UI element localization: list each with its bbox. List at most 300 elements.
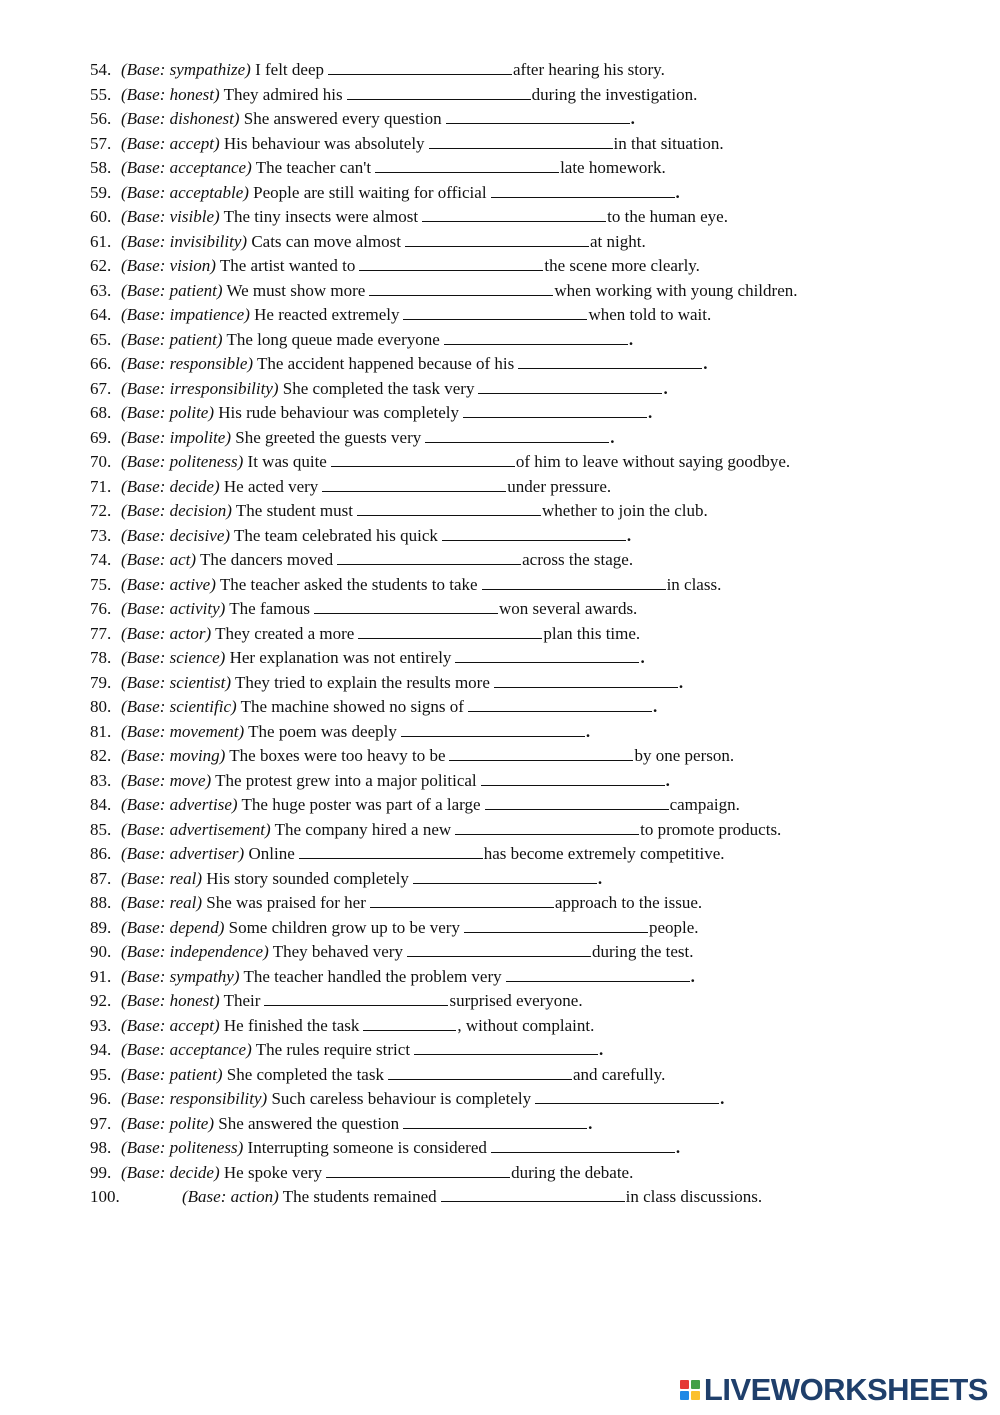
- sentence-before-blank: The teacher handled the problem very: [243, 966, 502, 986]
- sentence-after-blank: approach to the issue.: [554, 893, 703, 912]
- base-word-hint: (Base: sympathy): [121, 966, 240, 986]
- answer-blank[interactable]: [264, 990, 448, 1006]
- sentence-after-blank: across the stage.: [522, 550, 634, 569]
- question-row: [0, 328, 1000, 353]
- sentence-before-blank: He acted very: [223, 476, 319, 496]
- question-row: [0, 769, 1000, 794]
- sentence-before-blank: The artist wanted to: [219, 256, 356, 275]
- sentence-before-blank: The protest grew into a major political: [215, 770, 477, 790]
- question-text: [121, 156, 666, 181]
- question-text: [121, 401, 652, 426]
- question-row: [0, 499, 1000, 524]
- sentence-after-blank: .: [630, 109, 635, 128]
- sentence-after-blank: surprised everyone.: [449, 991, 583, 1010]
- question-row: [0, 377, 1000, 402]
- sentence-after-blank: .: [665, 770, 670, 790]
- question-text: [121, 671, 683, 696]
- question-text: [121, 1063, 665, 1088]
- question-number: 97.: [90, 1113, 112, 1133]
- question-text: [121, 1038, 603, 1063]
- question-number: 73.: [90, 525, 112, 545]
- sentence-before-blank: Some children grow up to be very: [228, 917, 460, 937]
- question-number: 64.: [90, 305, 112, 324]
- sentence-after-blank: .: [628, 329, 634, 349]
- question-text: [182, 1185, 762, 1210]
- sentence-before-blank: The poem was deeply: [248, 721, 397, 741]
- answer-blank[interactable]: [468, 696, 652, 712]
- question-row: [0, 107, 1000, 132]
- question-text: [121, 1014, 594, 1039]
- sentence-after-blank: .: [690, 966, 695, 986]
- base-word-hint: (Base: active): [121, 574, 216, 594]
- liveworksheets-logo-text: LIVEWORKSHEETS: [703, 1372, 988, 1407]
- sentence-before-blank: The famous: [229, 599, 310, 618]
- question-row: [0, 891, 1000, 916]
- sentence-before-blank: Cats can move almost: [251, 231, 401, 251]
- question-row: [0, 842, 1000, 867]
- sentence-after-blank: under pressure.: [507, 476, 612, 496]
- sentence-before-blank: She was praised for her: [206, 893, 366, 912]
- base-word-hint: (Base: independence): [121, 942, 269, 961]
- answer-blank[interactable]: [388, 1064, 572, 1080]
- base-word-hint: (Base: decide): [121, 476, 220, 496]
- answer-blank[interactable]: [506, 966, 690, 982]
- sentence-before-blank: The students remained: [282, 1187, 437, 1206]
- base-word-hint: (Base: advertise): [121, 795, 238, 814]
- question-number: 82.: [90, 746, 112, 765]
- answer-blank[interactable]: [518, 353, 702, 369]
- base-word-hint: (Base: depend): [121, 917, 225, 937]
- answer-blank[interactable]: [314, 598, 498, 614]
- sentence-after-blank: .: [720, 1089, 725, 1108]
- answer-blank[interactable]: [494, 672, 678, 688]
- sentence-after-blank: .: [648, 403, 653, 422]
- sentence-before-blank: The team celebrated his quick: [233, 525, 438, 545]
- answer-blank[interactable]: [414, 1039, 598, 1055]
- question-text: [121, 475, 611, 500]
- question-text: [121, 1161, 633, 1186]
- base-word-hint: (Base: impolite): [121, 427, 231, 447]
- base-word-hint: (Base: patient): [121, 280, 223, 300]
- question-row: [0, 989, 1000, 1014]
- question-text: [121, 695, 657, 720]
- question-text: [121, 303, 711, 328]
- question-row: [0, 1136, 1000, 1161]
- base-word-hint: (Base: responsible): [121, 354, 254, 373]
- base-word-hint: (Base: politeness): [121, 452, 244, 471]
- question-row: [0, 940, 1000, 965]
- base-word-hint: (Base: science): [121, 648, 226, 667]
- question-text: [121, 328, 633, 353]
- question-row: [0, 965, 1000, 990]
- sentence-after-blank: to promote products.: [640, 819, 782, 839]
- question-row: [0, 695, 1000, 720]
- base-word-hint: (Base: polite): [121, 403, 214, 422]
- answer-blank[interactable]: [322, 476, 506, 492]
- sentence-before-blank: We must show more: [226, 280, 366, 300]
- question-text: [121, 132, 724, 157]
- question-text: [121, 891, 702, 916]
- sentence-before-blank: She answered the question: [218, 1113, 400, 1133]
- question-number: 60.: [90, 207, 112, 226]
- sentence-after-blank: .: [703, 354, 708, 373]
- sentence-before-blank: He spoke very: [223, 1162, 323, 1182]
- sentence-before-blank: The boxes were too heavy to be: [229, 746, 446, 765]
- worksheet-question-list: [0, 58, 1000, 1210]
- base-word-hint: (Base: decide): [121, 1162, 220, 1182]
- question-row: [0, 254, 1000, 279]
- answer-blank[interactable]: [482, 574, 666, 590]
- sentence-after-blank: people.: [648, 917, 699, 937]
- answer-blank[interactable]: [403, 1113, 587, 1129]
- question-text: [121, 499, 708, 524]
- base-word-hint: (Base: impatience): [121, 305, 250, 324]
- answer-blank[interactable]: [449, 745, 633, 761]
- answer-blank[interactable]: [429, 133, 613, 149]
- sentence-before-blank: They tried to explain the results more: [234, 672, 490, 692]
- answer-blank[interactable]: [413, 868, 597, 884]
- question-text: [121, 1136, 680, 1161]
- sentence-after-blank: when told to wait.: [588, 305, 712, 324]
- answer-blank[interactable]: [337, 549, 521, 565]
- question-row: [0, 1161, 1000, 1186]
- question-row: [0, 1087, 1000, 1112]
- sentence-before-blank: The huge poster was part of a large: [241, 795, 481, 814]
- question-text: [121, 793, 740, 818]
- sentence-before-blank: The teacher can't: [255, 158, 372, 177]
- base-word-hint: (Base: scientific): [121, 697, 237, 716]
- question-number: 69.: [90, 427, 112, 447]
- sentence-before-blank: She answered every question: [243, 109, 442, 128]
- answer-blank[interactable]: [405, 231, 589, 247]
- question-number: 55.: [90, 84, 112, 104]
- base-word-hint: (Base: irresponsibility): [121, 378, 279, 398]
- base-word-hint: (Base: action): [182, 1187, 279, 1206]
- sentence-after-blank: during the test.: [591, 942, 694, 961]
- question-text: [121, 818, 781, 843]
- answer-blank[interactable]: [326, 1162, 510, 1178]
- question-text: [121, 524, 631, 549]
- question-number: 57.: [90, 133, 112, 153]
- question-number: 99.: [90, 1162, 112, 1182]
- question-number: 91.: [90, 966, 112, 986]
- base-word-hint: (Base: decisive): [121, 525, 231, 545]
- sentence-after-blank: .: [675, 182, 680, 202]
- question-row: [0, 916, 1000, 941]
- question-number: 90.: [90, 942, 112, 961]
- answer-blank[interactable]: [358, 623, 542, 639]
- question-row: [0, 1185, 1000, 1210]
- question-row: [0, 646, 1000, 671]
- answer-blank[interactable]: [455, 647, 639, 663]
- answer-blank[interactable]: [422, 206, 606, 222]
- liveworksheets-logo: [680, 1372, 988, 1408]
- question-row: [0, 205, 1000, 230]
- answer-blank[interactable]: [363, 1015, 456, 1031]
- answer-blank[interactable]: [446, 108, 630, 124]
- answer-blank[interactable]: [299, 843, 483, 859]
- sentence-after-blank: in class discussions.: [625, 1187, 763, 1206]
- question-number: 86.: [90, 844, 112, 863]
- question-text: [121, 940, 693, 965]
- question-row: [0, 450, 1000, 475]
- sentence-after-blank: .: [678, 672, 684, 692]
- base-word-hint: (Base: honest): [121, 84, 220, 104]
- question-number: 71.: [90, 476, 112, 496]
- sentence-after-blank: has become extremely competitive.: [483, 844, 725, 863]
- sentence-before-blank: Her explanation was not entirely: [229, 648, 452, 667]
- question-number: 58.: [90, 158, 112, 177]
- sentence-before-blank: The rules require strict: [255, 1040, 411, 1059]
- base-word-hint: (Base: patient): [121, 1064, 223, 1084]
- question-row: [0, 548, 1000, 573]
- question-text: [121, 622, 640, 647]
- sentence-before-blank: His story sounded completely: [206, 868, 409, 888]
- question-number: 54.: [90, 60, 112, 79]
- answer-blank[interactable]: [328, 59, 512, 75]
- sentence-after-blank: .: [610, 427, 615, 447]
- answer-blank[interactable]: [464, 917, 648, 933]
- question-number: 76.: [90, 599, 112, 618]
- question-number: 88.: [90, 893, 112, 912]
- sentence-after-blank: by one person.: [634, 746, 735, 765]
- answer-blank[interactable]: [444, 329, 628, 345]
- sentence-after-blank: after hearing his story.: [512, 60, 665, 79]
- answer-blank[interactable]: [401, 721, 585, 737]
- question-number: 74.: [90, 550, 112, 569]
- question-text: [121, 230, 646, 255]
- sentence-before-blank: The machine showed no signs of: [240, 697, 464, 716]
- answer-blank[interactable]: [331, 451, 515, 467]
- base-word-hint: (Base: real): [121, 868, 203, 888]
- question-row: [0, 181, 1000, 206]
- sentence-before-blank: They created a more: [215, 623, 355, 643]
- question-number: 61.: [90, 231, 112, 251]
- base-word-hint: (Base: advertisement): [121, 819, 271, 839]
- base-word-hint: (Base: invisibility): [121, 231, 248, 251]
- answer-blank[interactable]: [485, 794, 669, 810]
- sentence-before-blank: They behaved very: [272, 942, 403, 961]
- question-text: [121, 573, 721, 598]
- base-word-hint: (Base: vision): [121, 256, 216, 275]
- sentence-before-blank: Interrupting someone is considered: [247, 1138, 487, 1157]
- question-text: [121, 597, 637, 622]
- sentence-before-blank: The dancers moved: [200, 550, 334, 569]
- sentence-before-blank: His behaviour was absolutely: [223, 133, 425, 153]
- question-number: 87.: [90, 868, 112, 888]
- question-row: [0, 475, 1000, 500]
- question-row: [0, 279, 1000, 304]
- question-row: [0, 720, 1000, 745]
- sentence-after-blank: .: [675, 1138, 681, 1157]
- answer-blank[interactable]: [442, 525, 626, 541]
- question-number: 96.: [90, 1089, 112, 1108]
- base-word-hint: (Base: visible): [121, 207, 220, 226]
- answer-blank[interactable]: [347, 84, 531, 100]
- question-text: [121, 989, 583, 1014]
- answer-blank[interactable]: [535, 1088, 719, 1104]
- question-row: [0, 132, 1000, 157]
- question-text: [121, 352, 708, 377]
- base-word-hint: (Base: scientist): [121, 672, 231, 692]
- question-text: [121, 916, 699, 941]
- question-number: 77.: [90, 623, 112, 643]
- sentence-after-blank: when working with young children.: [554, 280, 798, 300]
- answer-blank[interactable]: [369, 280, 553, 296]
- sentence-after-blank: during the investigation.: [531, 84, 698, 104]
- answer-blank[interactable]: [359, 255, 543, 271]
- question-row: [0, 401, 1000, 426]
- answer-blank[interactable]: [357, 500, 541, 516]
- sentence-before-blank: The long queue made everyone: [226, 329, 440, 349]
- sentence-after-blank: of him to leave without saying goodbye.: [515, 452, 791, 471]
- answer-blank[interactable]: [407, 941, 591, 957]
- sentence-after-blank: .: [585, 721, 591, 741]
- question-number: 72.: [90, 501, 112, 520]
- answer-blank[interactable]: [370, 892, 554, 908]
- question-text: [121, 548, 633, 573]
- sentence-before-blank: She completed the task: [226, 1064, 384, 1084]
- question-number: 92.: [90, 991, 112, 1010]
- base-word-hint: (Base: act): [121, 550, 197, 569]
- base-word-hint: (Base: patient): [121, 329, 223, 349]
- question-text: [121, 279, 797, 304]
- sentence-after-blank: .: [597, 868, 603, 888]
- sentence-before-blank: The teacher asked the students to take: [219, 574, 478, 594]
- sentence-before-blank: The accident happened because of his: [257, 354, 515, 373]
- question-number: 67.: [90, 378, 112, 398]
- question-row: [0, 671, 1000, 696]
- sentence-before-blank: It was quite: [247, 452, 327, 471]
- sentence-after-blank: .: [652, 697, 658, 716]
- sentence-before-blank: Online: [248, 844, 295, 863]
- question-number: 65.: [90, 329, 112, 349]
- sentence-after-blank: .: [640, 648, 645, 667]
- base-word-hint: (Base: acceptable): [121, 182, 249, 202]
- question-number: 63.: [90, 280, 112, 300]
- sentence-after-blank: to the human eye.: [607, 207, 728, 226]
- liveworksheets-logo-icon: [680, 1380, 700, 1400]
- base-word-hint: (Base: move): [121, 770, 212, 790]
- question-text: [121, 205, 728, 230]
- sentence-before-blank: People are still waiting for official: [253, 182, 487, 202]
- question-row: [0, 352, 1000, 377]
- question-row: [0, 230, 1000, 255]
- sentence-before-blank: His rude behaviour was completely: [218, 403, 460, 422]
- base-word-hint: (Base: acceptance): [121, 158, 252, 177]
- question-text: [121, 646, 645, 671]
- question-number: 66.: [90, 354, 112, 373]
- question-number: 75.: [90, 574, 112, 594]
- sentence-after-blank: late homework.: [560, 158, 666, 177]
- answer-blank[interactable]: [441, 1186, 625, 1202]
- sentence-after-blank: .: [588, 1113, 593, 1133]
- sentence-after-blank: and carefully.: [572, 1064, 666, 1084]
- answer-blank[interactable]: [463, 402, 647, 418]
- base-word-hint: (Base: decision): [121, 501, 232, 520]
- question-number: 84.: [90, 795, 112, 814]
- question-row: [0, 1038, 1000, 1063]
- sentence-after-blank: at night.: [589, 231, 646, 251]
- question-row: [0, 1063, 1000, 1088]
- sentence-after-blank: plan this time.: [543, 623, 641, 643]
- question-number: 100.: [90, 1187, 120, 1206]
- question-text: [121, 720, 590, 745]
- question-number: 70.: [90, 452, 112, 471]
- sentence-after-blank: whether to join the club.: [542, 501, 708, 520]
- question-number: 62.: [90, 256, 112, 275]
- base-word-hint: (Base: activity): [121, 599, 226, 618]
- base-word-hint: (Base: movement): [121, 721, 245, 741]
- question-row: [0, 83, 1000, 108]
- answer-blank[interactable]: [375, 157, 559, 173]
- sentence-before-blank: I felt deep: [255, 60, 324, 79]
- question-number: 94.: [90, 1040, 112, 1059]
- sentence-before-blank: She greeted the guests very: [235, 427, 422, 447]
- sentence-before-blank: They admired his: [223, 84, 343, 104]
- base-word-hint: (Base: accept): [121, 133, 220, 153]
- sentence-before-blank: Their: [223, 991, 261, 1010]
- question-text: [121, 426, 615, 451]
- question-text: [121, 965, 695, 990]
- base-word-hint: (Base: accept): [121, 1015, 220, 1035]
- base-word-hint: (Base: moving): [121, 746, 226, 765]
- answer-blank[interactable]: [491, 182, 675, 198]
- question-text: [121, 58, 665, 83]
- question-number: 56.: [90, 109, 112, 128]
- sentence-after-blank: campaign.: [669, 795, 740, 814]
- question-number: 83.: [90, 770, 112, 790]
- question-row: [0, 524, 1000, 549]
- question-text: [121, 254, 700, 279]
- answer-blank[interactable]: [478, 378, 662, 394]
- answer-blank[interactable]: [403, 304, 587, 320]
- question-row: [0, 1014, 1000, 1039]
- base-word-hint: (Base: politeness): [121, 1138, 244, 1157]
- base-word-hint: (Base: advertiser): [121, 844, 245, 863]
- question-text: [121, 842, 725, 867]
- question-number: 79.: [90, 672, 112, 692]
- question-row: [0, 818, 1000, 843]
- sentence-before-blank: He finished the task: [223, 1015, 360, 1035]
- answer-blank[interactable]: [481, 770, 665, 786]
- base-word-hint: (Base: polite): [121, 1113, 214, 1133]
- sentence-before-blank: The tiny insects were almost: [223, 207, 419, 226]
- answer-blank[interactable]: [491, 1137, 675, 1153]
- answer-blank[interactable]: [425, 427, 609, 443]
- question-number: 68.: [90, 403, 112, 422]
- sentence-after-blank: won several awards.: [499, 599, 638, 618]
- sentence-after-blank: during the debate.: [511, 1162, 634, 1182]
- question-row: [0, 1112, 1000, 1137]
- sentence-before-blank: Such careless behaviour is completely: [271, 1089, 532, 1108]
- sentence-before-blank: The company hired a new: [274, 819, 452, 839]
- sentence-after-blank: in class.: [666, 574, 722, 594]
- answer-blank[interactable]: [455, 819, 639, 835]
- question-number: 59.: [90, 182, 112, 202]
- question-row: [0, 303, 1000, 328]
- question-number: 85.: [90, 819, 112, 839]
- question-number: 93.: [90, 1015, 112, 1035]
- sentence-before-blank: She completed the task very: [282, 378, 475, 398]
- question-text: [121, 769, 670, 794]
- question-row: [0, 622, 1000, 647]
- base-word-hint: (Base: sympathize): [121, 60, 251, 79]
- sentence-after-blank: in that situation.: [613, 133, 724, 153]
- question-row: [0, 58, 1000, 83]
- question-row: [0, 573, 1000, 598]
- question-number: 81.: [90, 721, 112, 741]
